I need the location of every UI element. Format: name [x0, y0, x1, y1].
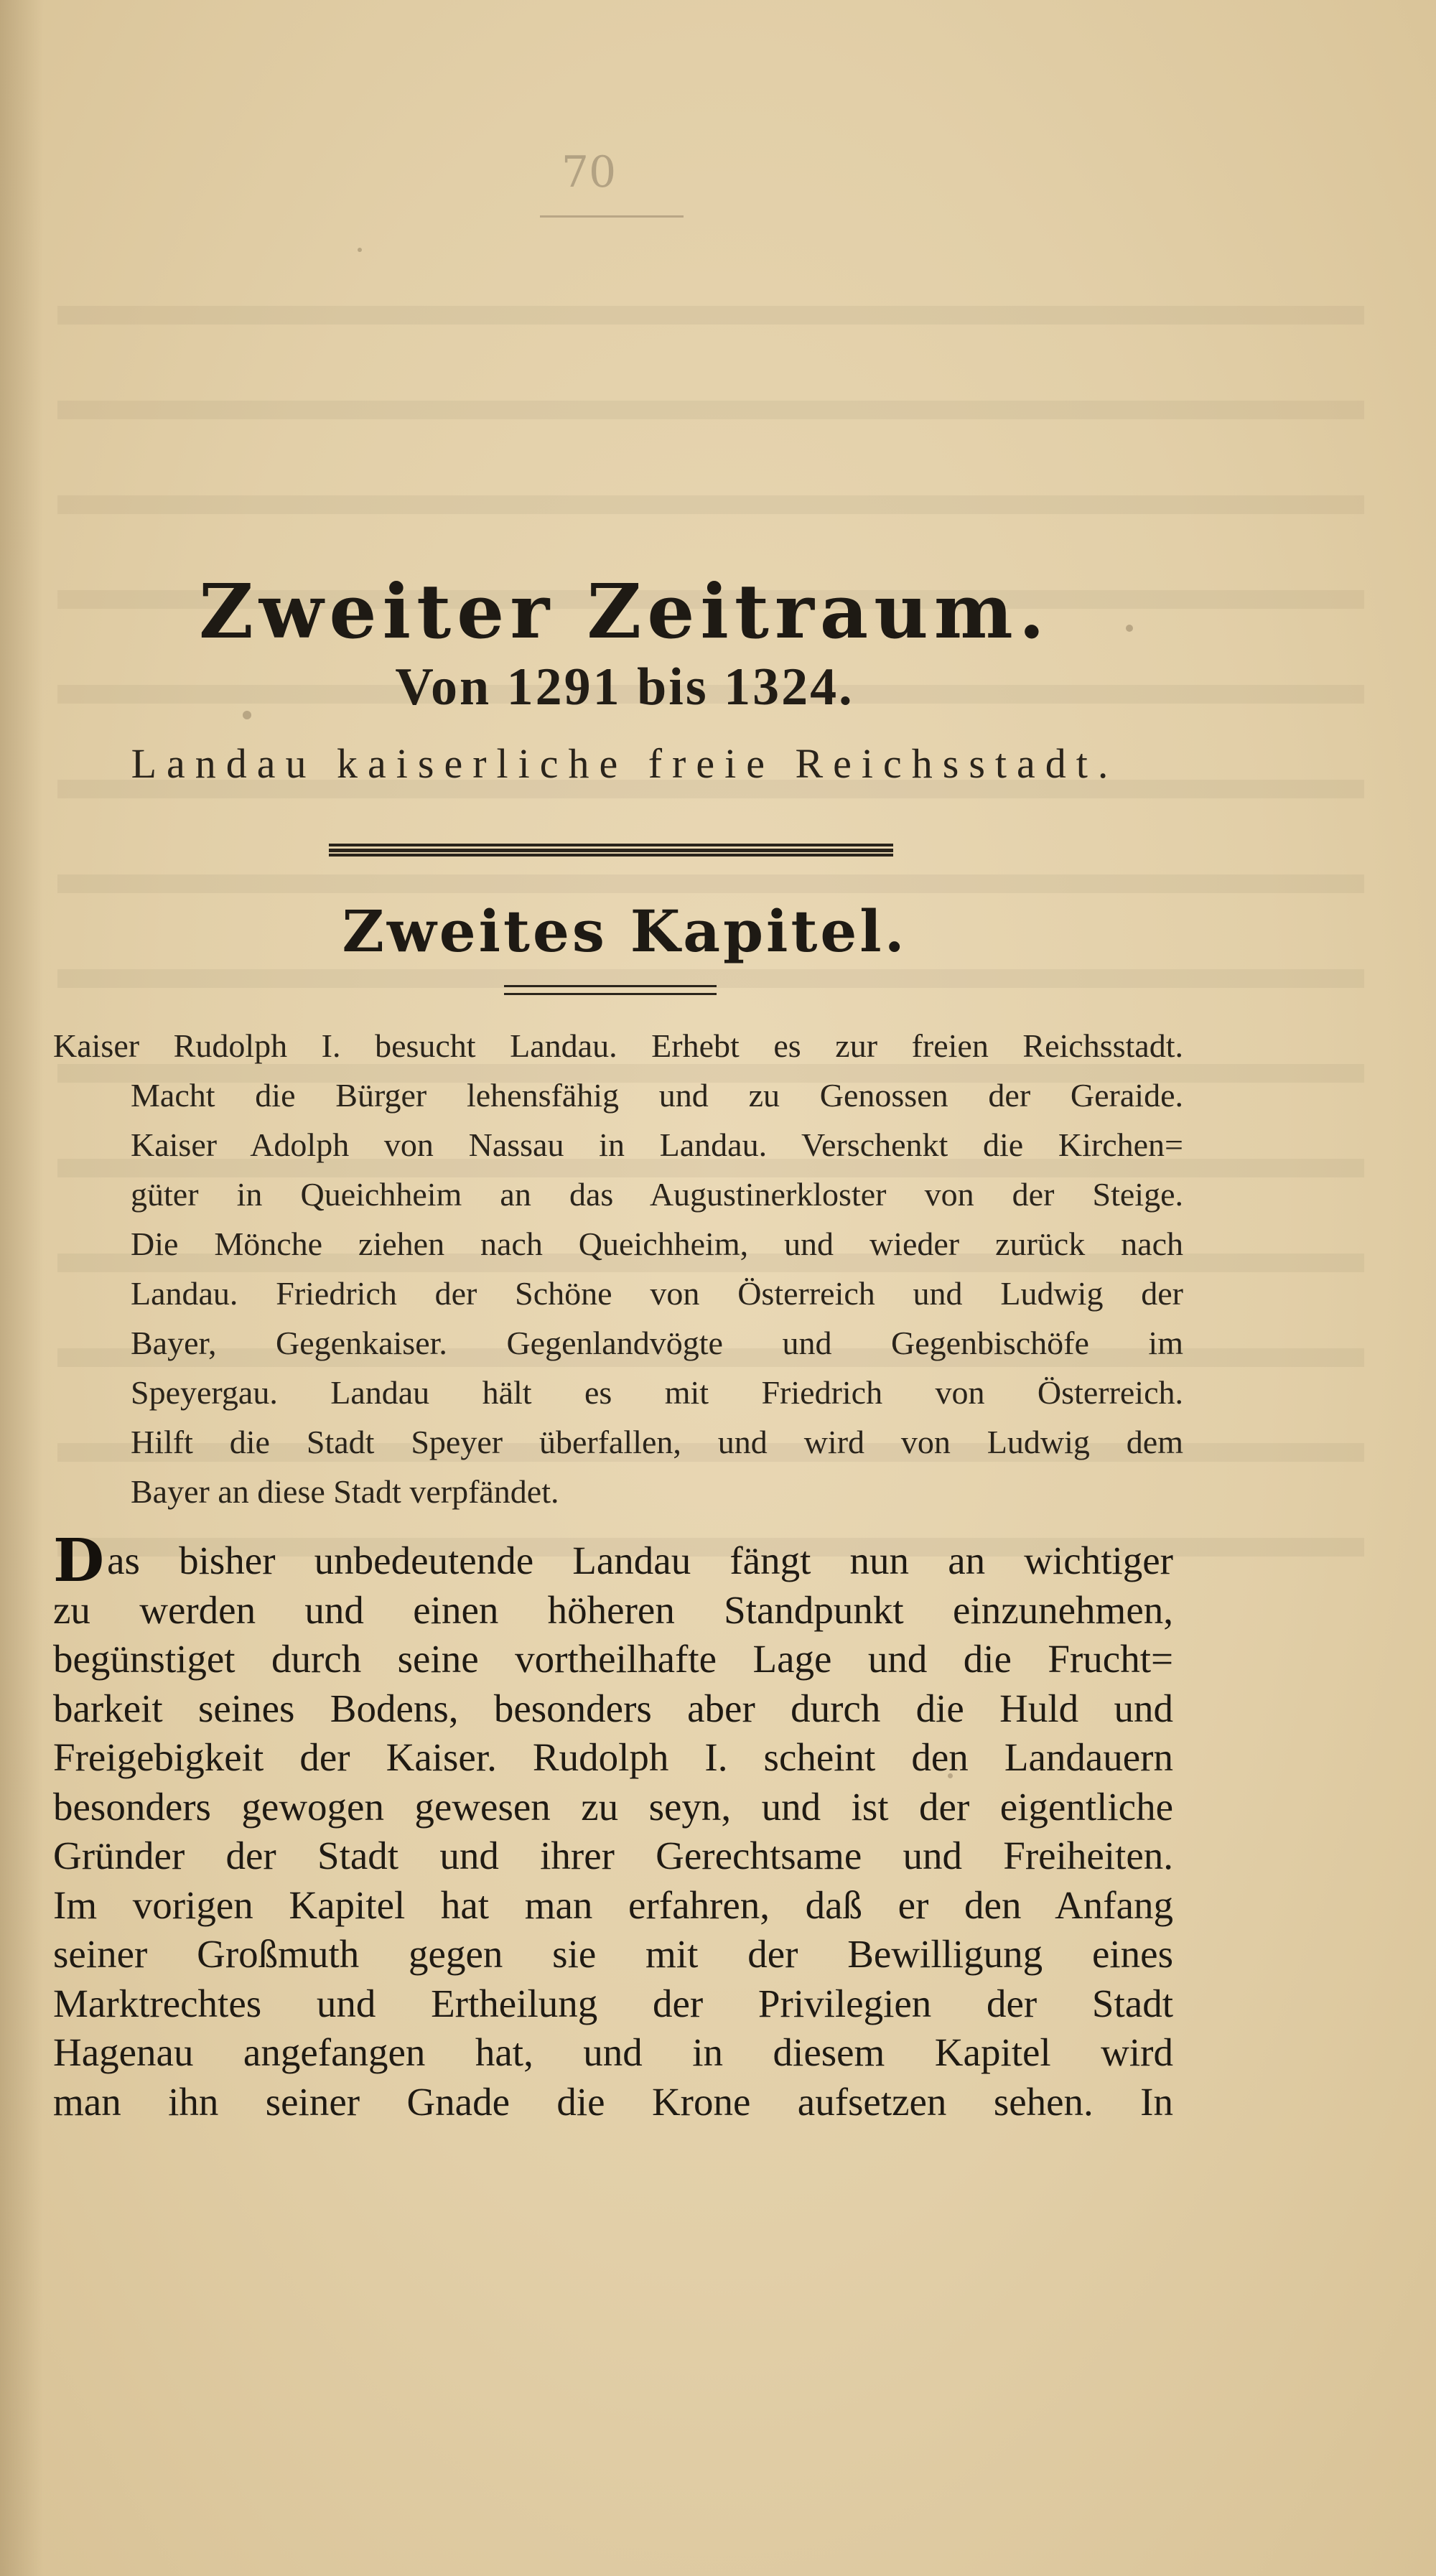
- page-number: 70: [561, 147, 617, 197]
- chapter-divider: [504, 985, 717, 995]
- body-line: Hagenau angefangen hat, und in diesem Kapitel wird: [53, 2030, 1173, 2074]
- summary-line: güter in Queichheim an das Augustinerkloster von der Steige.: [131, 1176, 1183, 1213]
- body-line: man ihn seiner Gnade die Krone aufsetzen sehen. In: [53, 2079, 1173, 2124]
- period-range: Von 1291 bis 1324.: [395, 658, 854, 717]
- body-line: as bisher unbedeutende Landau fängt nun an wichtiger: [107, 1539, 1173, 1582]
- header-rule: [540, 215, 684, 218]
- paper-speck: [243, 711, 251, 719]
- summary-line: Landau. Friedrich der Schöne von Österreich und Ludwig der: [131, 1275, 1183, 1312]
- body-paragraph: [53, 1526, 1173, 2127]
- body-line: seiner Großmuth gegen sie mit der Bewilligung eines: [53, 1932, 1173, 1976]
- body-line: begünstiget durch seine vortheilhafte Lage und die Frucht=: [53, 1637, 1173, 1681]
- period-subtitle: Landau kaiserliche freie Reichsstadt.: [131, 740, 1119, 787]
- paper-speck: [1126, 625, 1133, 632]
- summary-line: Hilft die Stadt Speyer überfallen, und wird von Ludwig dem: [131, 1424, 1183, 1460]
- chapter-summary: [53, 1021, 1183, 1516]
- paper-speck: [948, 1773, 953, 1778]
- summary-line: Speyergau. Landau hält es mit Friedrich von Österreich.: [131, 1374, 1183, 1411]
- body-line: Im vorigen Kapitel hat man erfahren, daß er den Anfang: [53, 1882, 1173, 1927]
- paper-speck: [358, 248, 362, 252]
- body-line: Marktrechtes und Ertheilung der Privilegien der Stadt: [53, 1981, 1173, 2025]
- summary-line: Macht die Bürger lehensfähig und zu Genossen der Geraide.: [131, 1077, 1183, 1114]
- period-title: Zweiter Zeitraum.: [198, 567, 1050, 655]
- summary-line: Bayer, Gegenkaiser. Gegenlandvögte und Gegenbischöfe im: [131, 1325, 1183, 1361]
- body-line: Freigebigkeit der Kaiser. Rudolph I. scheint den Landauern: [53, 1735, 1173, 1779]
- body-line: Gründer der Stadt und ihrer Gerechtsame und Freiheiten.: [53, 1834, 1173, 1877]
- summary-line: Kaiser Rudolph I. besucht Landau. Erhebt es zur freien Reichsstadt.: [53, 1027, 1183, 1064]
- body-line: barkeit seines Bodens, besonders aber durch die Huld und: [53, 1686, 1173, 1730]
- chapter-heading: Zweites Kapitel.: [342, 897, 908, 965]
- summary-line: Kaiser Adolph von Nassau in Landau. Verschenkt die Kirchen=: [131, 1126, 1183, 1163]
- body-line: zu werden und einen höheren Standpunkt einzunehmen,: [53, 1587, 1173, 1632]
- summary-line: Die Mönche ziehen nach Queichheim, und wieder zurück nach: [131, 1226, 1183, 1262]
- drop-cap: D: [53, 1526, 105, 1595]
- body-line: besonders gewogen gewesen zu seyn, und ist der eigentliche: [53, 1784, 1173, 1829]
- section-divider: [329, 844, 893, 857]
- summary-line: Bayer an diese Stadt verpfändet.: [131, 1473, 559, 1510]
